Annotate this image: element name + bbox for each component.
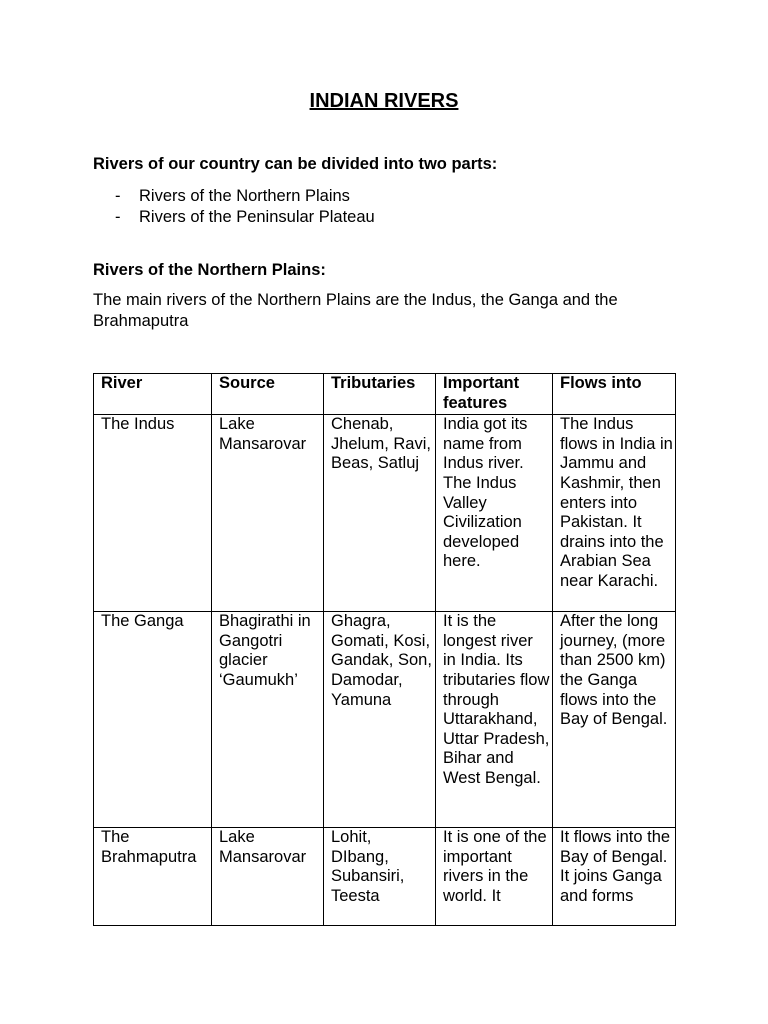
cell-features: It is the longest river in India. Its tributaries flow through Uttarakhand, Uttar Pradesh, Bihar and West Bengal.: [436, 612, 553, 828]
parts-list: [115, 186, 375, 227]
section-heading: Rivers of the Northern Plains:: [93, 261, 326, 279]
document-title: INDIAN RIVERS: [309, 90, 459, 112]
cell-river-wrap: [94, 828, 212, 926]
table-row: [94, 415, 676, 612]
cell-flows-into: The Indus flows in India in Jammu and Kashmir, then enters into Pakistan. It drains into the Arabian Sea near Karachi.: [553, 415, 676, 612]
cell-flows-into: It flows into the Bay of Bengal. It joins Ganga and forms: [560, 828, 671, 905]
table-row: [94, 828, 676, 926]
cell-river: The Brahmaputra: [101, 828, 197, 866]
list-marker: -: [115, 187, 121, 205]
list-item: [115, 207, 375, 228]
list-item-text: Rivers of the Peninsular Plateau: [139, 207, 375, 226]
rivers-table: [93, 373, 676, 926]
cell-source: Lake Mansarovar: [212, 415, 324, 612]
list-marker: -: [115, 207, 121, 226]
cell-river: The Ganga: [94, 612, 212, 828]
section-paragraph: The main rivers of the Northern Plains are the Indus, the Ganga and the Brahmaputra: [93, 291, 618, 330]
list-item-text: Rivers of the Northern Plains: [139, 187, 350, 205]
intro-heading: Rivers of our country can be divided into two parts:: [93, 155, 498, 173]
cell-river: The Indus: [94, 415, 212, 612]
cell-features: India got its name from Indus river. The Indus Valley Civilization developed here.: [436, 415, 553, 612]
cell-features-wrap: [436, 828, 553, 926]
cell-flows-into-wrap: [553, 828, 676, 926]
cell-source: Bhagirathi in Gangotri glacier ‘Gaumukh’: [212, 612, 324, 828]
cell-tributaries: Chenab, Jhelum, Ravi, Beas, Satluj: [324, 415, 436, 612]
table-header-row: [94, 374, 676, 415]
table-row: [94, 612, 676, 828]
column-header-river: River: [94, 374, 212, 415]
cell-tributaries-wrap: [324, 828, 436, 926]
cell-tributaries: Ghagra, Gomati, Kosi, Gandak, Son, Damodar, Yamuna: [324, 612, 436, 828]
cell-source: Lake Mansarovar: [219, 828, 307, 866]
cell-flows-into: After the long journey, (more than 2500 km) the Ganga flows into the Bay of Bengal.: [553, 612, 676, 828]
column-header-source: Source: [212, 374, 324, 415]
cell-source-wrap: [212, 828, 324, 926]
column-header-features: Important features: [436, 374, 553, 415]
column-header-tributaries: Tributaries: [324, 374, 436, 415]
cell-tributaries: Lohit, DIbang, Subansiri, Teesta: [331, 828, 405, 905]
column-header-flows-into: Flows into: [553, 374, 676, 415]
list-item: [115, 186, 375, 207]
cell-features: It is one of the important rivers in the world. It: [443, 828, 547, 905]
